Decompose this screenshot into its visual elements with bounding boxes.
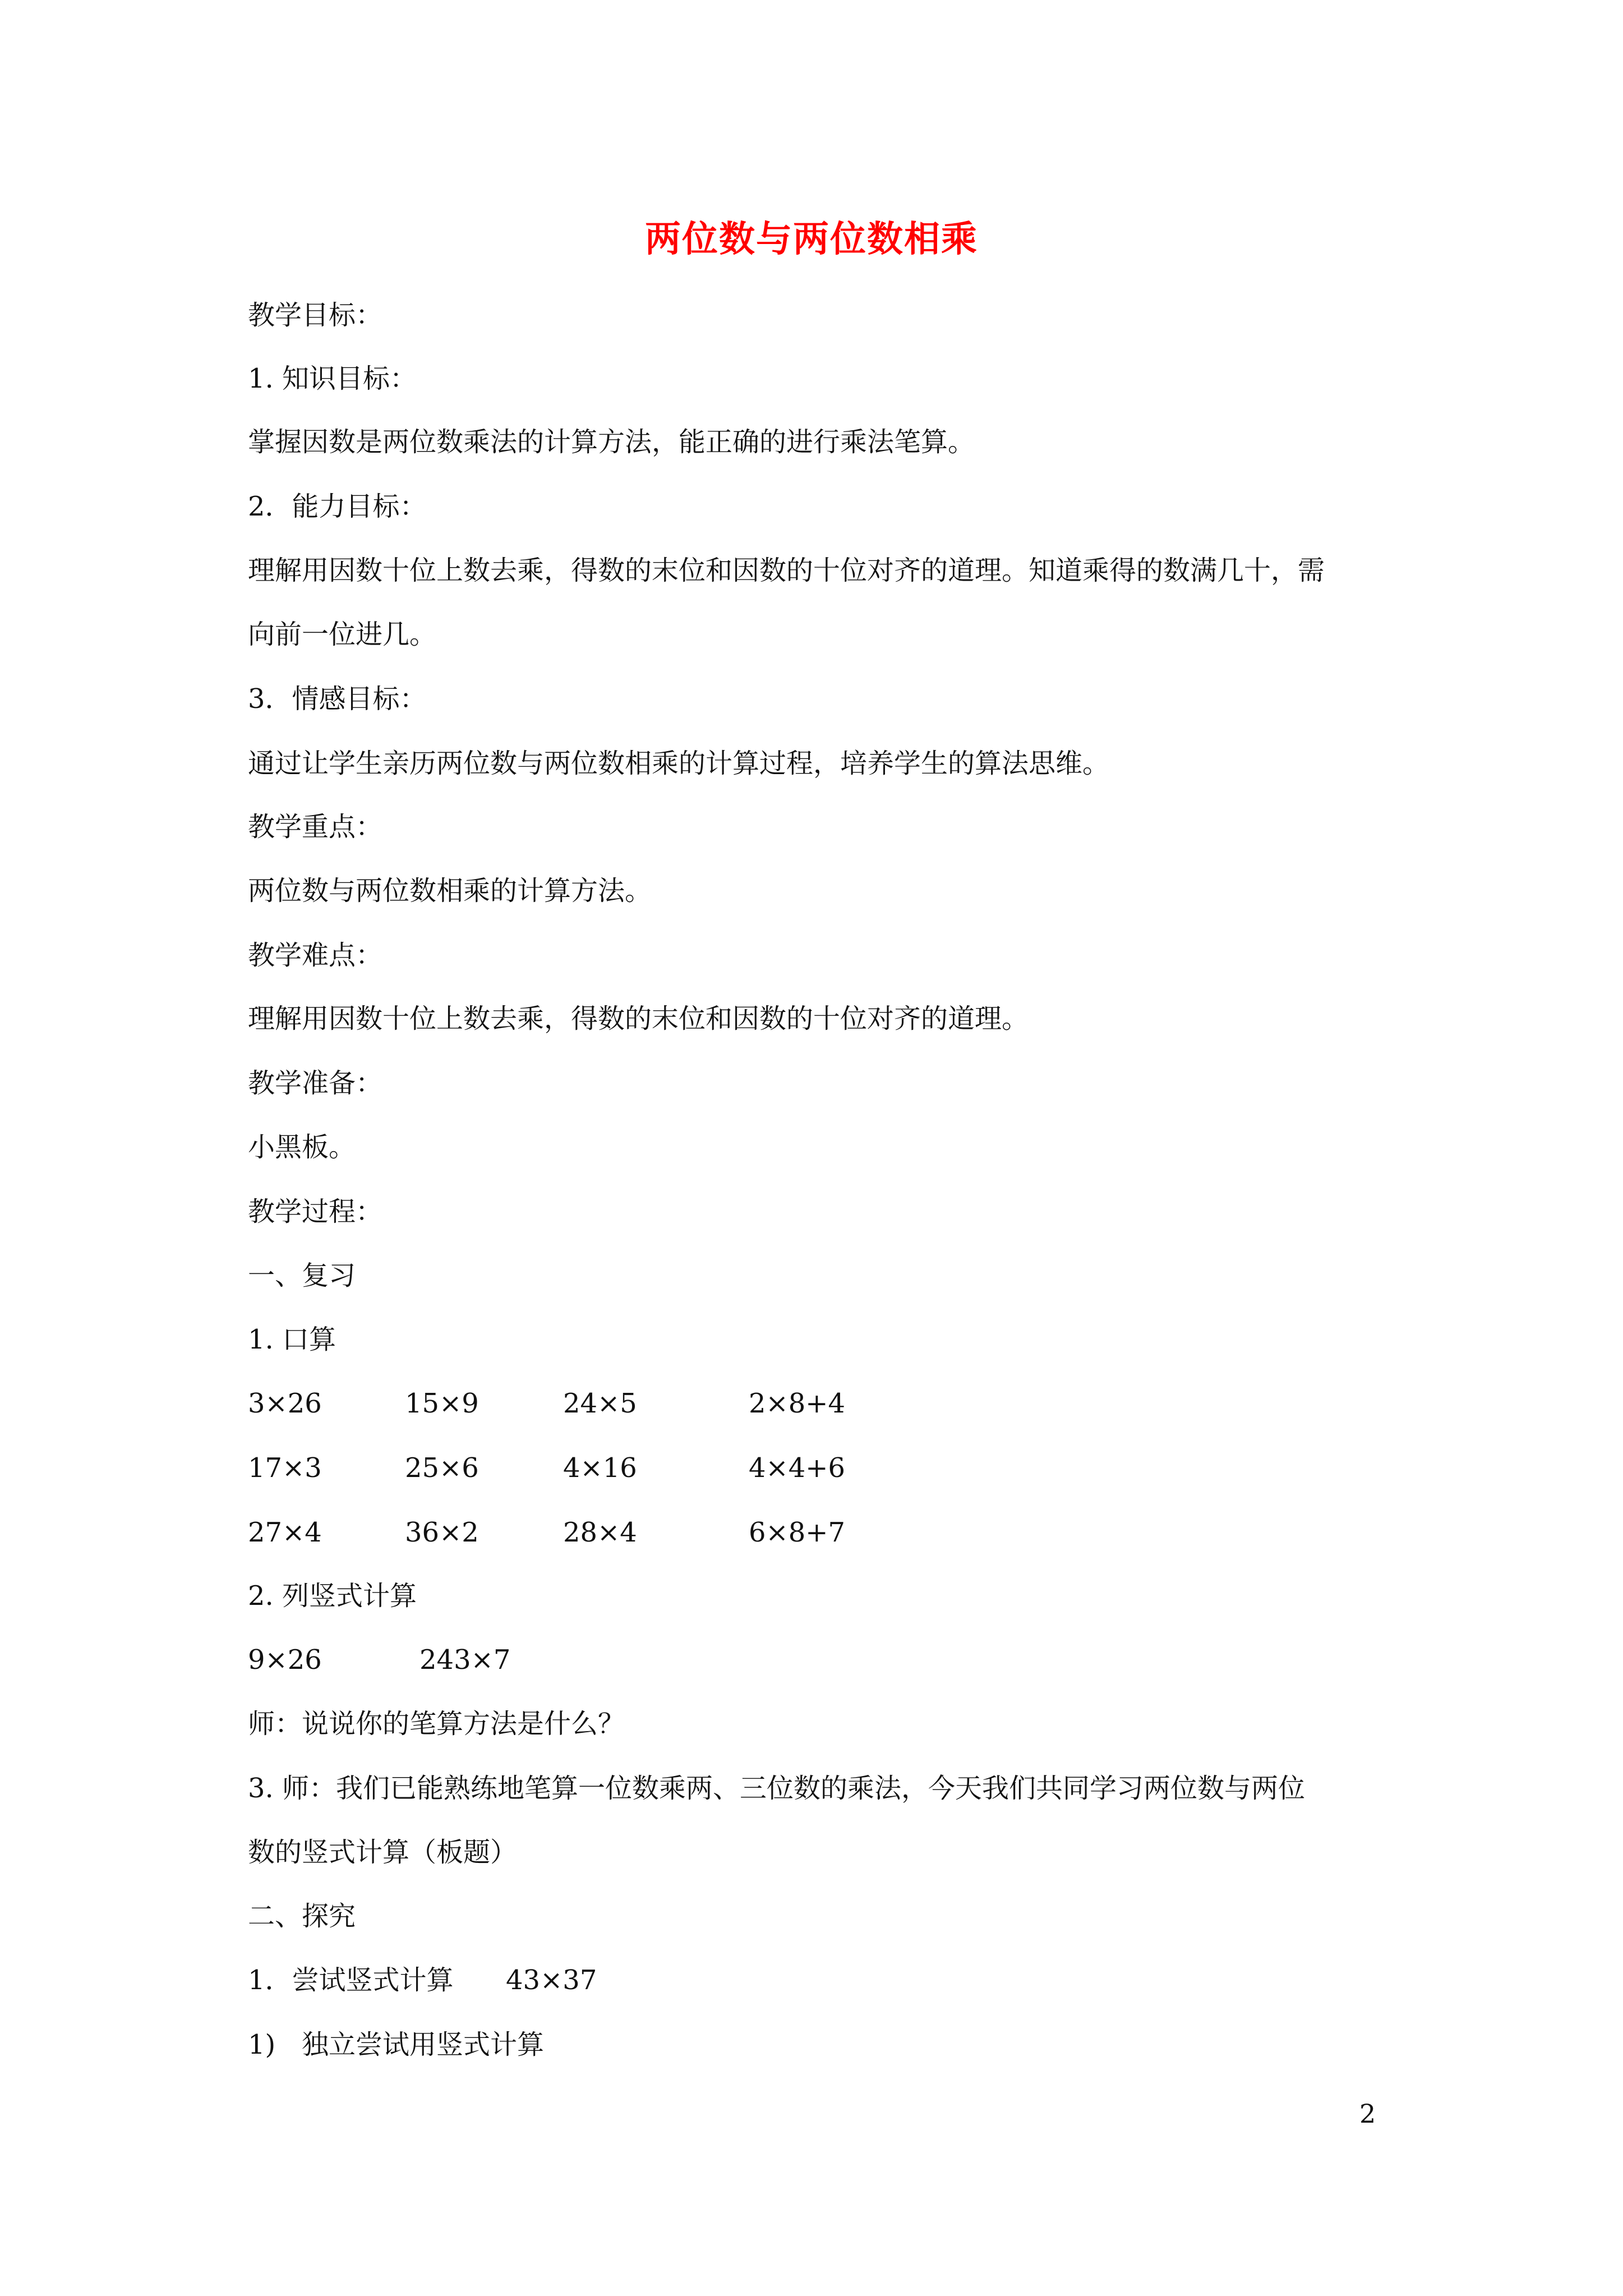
- oral-calc-item: 15×9: [405, 1388, 479, 1419]
- key-point-heading: 教学重点：: [248, 811, 383, 843]
- written-calc-item: 9×26: [248, 1644, 322, 1676]
- step1-number: 1): [248, 2029, 276, 2060]
- difficulty-text: 理解用因数十位上数去乘，得数的末位和因数的十位对齐的道理。: [248, 1003, 1029, 1034]
- oral-calc-item: 24×5: [563, 1388, 637, 1419]
- preparation-heading: 教学准备：: [248, 1068, 383, 1099]
- difficulty-heading: 教学难点：: [248, 940, 383, 971]
- oral-calc-item: 27×4: [248, 1517, 322, 1548]
- teacher-intro-line1: 3. 师：我们已能熟练地笔算一位数乘两、三位数的乘法，今天我们共同学习两位数与两位: [248, 1773, 1306, 1804]
- goal1-text: 掌握因数是两位数乘法的计算方法，能正确的进行乘法笔算。: [248, 426, 975, 458]
- goal3-heading: 3．情感目标：: [248, 683, 427, 715]
- section2-heading: 二、探究: [248, 1901, 356, 1932]
- teacher-question: 师：说说你的笔算方法是什么？: [248, 1708, 625, 1740]
- page-number: 2: [1359, 2099, 1376, 2129]
- written-calc-item: 243×7: [419, 1644, 511, 1676]
- goal2-heading: 2．能力目标：: [248, 491, 427, 522]
- section1-heading: 一、复习: [248, 1260, 356, 1291]
- oral-calc-item: 4×16: [563, 1452, 637, 1484]
- oral-calc-item: 28×4: [563, 1517, 637, 1548]
- oral-calc-item: 17×3: [248, 1452, 322, 1484]
- goal3-text: 通过让学生亲历两位数与两位数相乘的计算过程，培养学生的算法思维。: [248, 748, 1110, 779]
- teacher-intro-line2: 数的竖式计算（板题）: [248, 1837, 518, 1868]
- goal2-text-line1: 理解用因数十位上数去乘，得数的末位和因数的十位对齐的道理。知道乘得的数满几十，需: [248, 555, 1325, 586]
- oral-calc-item: 25×6: [405, 1452, 479, 1484]
- oral-calc-item: 6×8+7: [749, 1517, 846, 1548]
- oral-calc-item: 3×26: [248, 1388, 322, 1419]
- trial-heading: 1．尝试竖式计算: [248, 1964, 454, 1996]
- trial-expression: 43×37: [506, 1964, 597, 1996]
- teaching-goals-heading: 教学目标：: [248, 300, 383, 331]
- goal1-heading: 1. 知识目标：: [248, 363, 417, 394]
- oral-calc-heading: 1. 口算: [248, 1324, 336, 1355]
- key-point-text: 两位数与两位数相乘的计算方法。: [248, 875, 652, 907]
- document-title: 两位数与两位数相乘: [645, 218, 978, 260]
- goal2-text-line2: 向前一位进几。: [248, 619, 437, 650]
- oral-calc-item: 4×4+6: [749, 1452, 846, 1484]
- oral-calc-item: 36×2: [405, 1517, 479, 1548]
- written-calc-heading: 2. 列竖式计算: [248, 1580, 417, 1612]
- preparation-text: 小黑板。: [248, 1131, 356, 1163]
- process-heading: 教学过程：: [248, 1196, 383, 1227]
- step1-text: 独立尝试用竖式计算: [302, 2029, 545, 2060]
- oral-calc-item: 2×8+4: [749, 1388, 846, 1419]
